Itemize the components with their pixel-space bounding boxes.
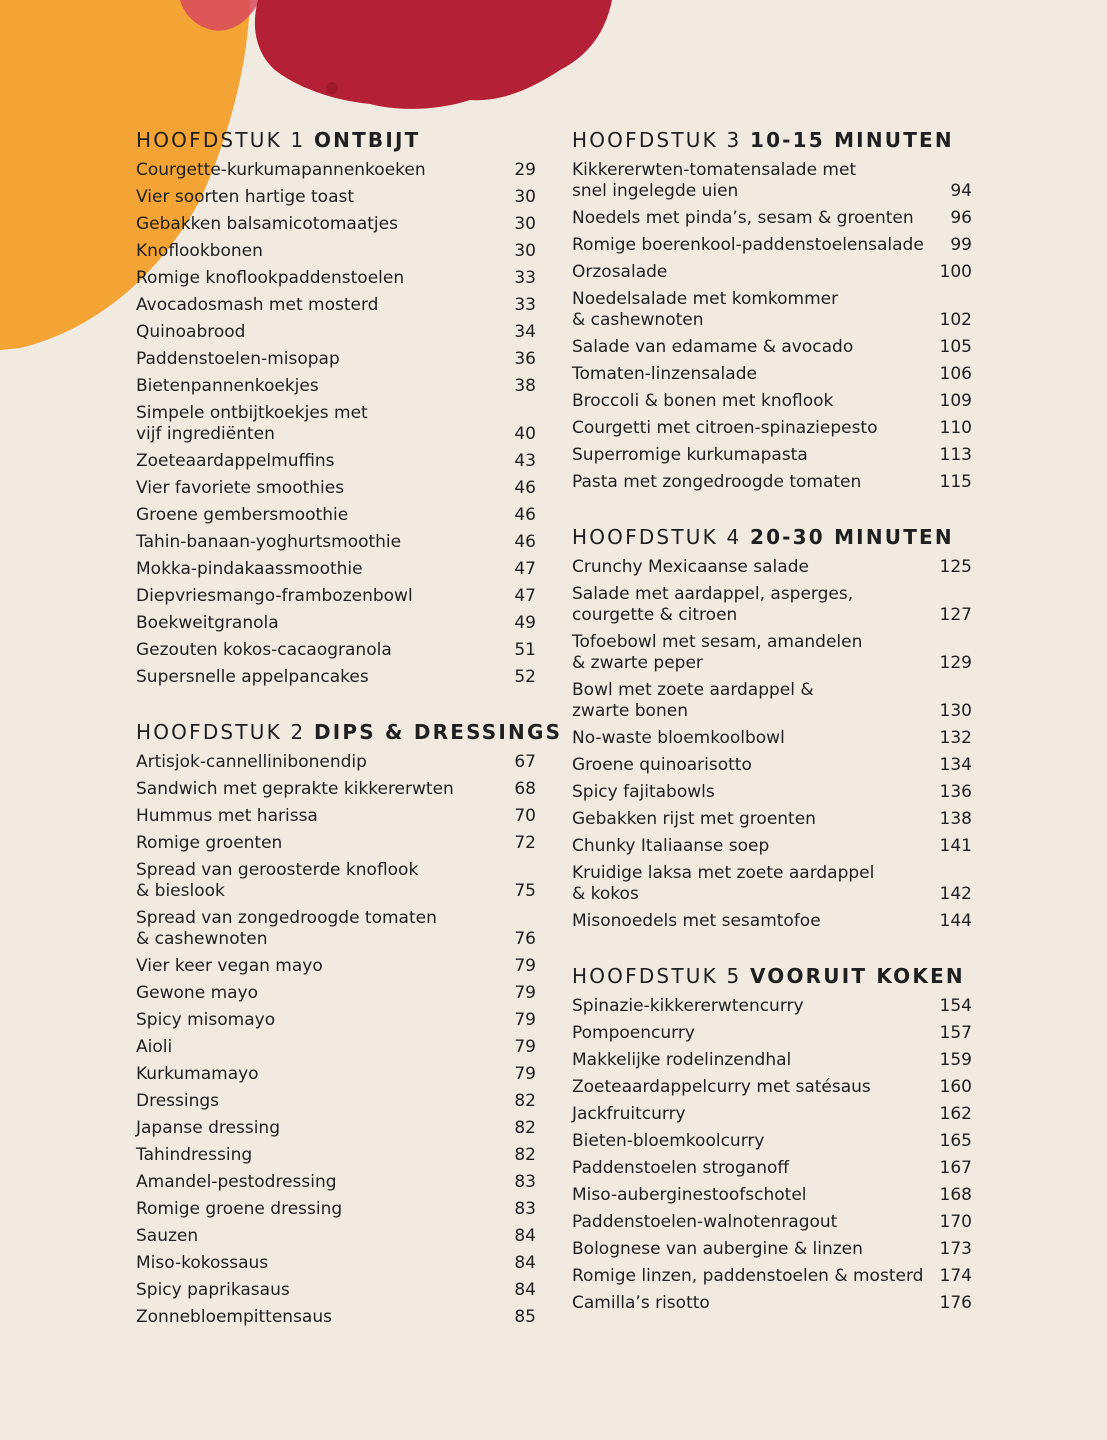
toc-entry[interactable]	[572, 289, 972, 331]
chapter-title	[572, 962, 972, 990]
entry-title: Spinazie-kikkererwtencurry	[572, 996, 804, 1016]
entry-title: Gebakken rijst met groenten	[572, 809, 816, 829]
chapter-4	[572, 523, 972, 932]
toc-entry[interactable]	[136, 532, 536, 553]
entry-title: Broccoli & bonen met knoflook	[572, 391, 834, 411]
toc-entry[interactable]	[136, 1145, 536, 1166]
entry-title: Dressings	[136, 1091, 220, 1111]
toc-entry[interactable]	[136, 349, 536, 370]
toc-entry[interactable]	[136, 752, 536, 773]
entry-title: Bietenpannenkoekjes	[136, 376, 319, 396]
entry-page-number: 136	[939, 782, 972, 802]
entry-page-number: 46	[514, 505, 536, 525]
entry-page-number: 30	[514, 214, 536, 234]
toc-entry[interactable]	[572, 557, 972, 578]
entry-page-number: 109	[939, 391, 972, 411]
toc-entry[interactable]	[136, 1199, 536, 1220]
toc-entry[interactable]	[572, 337, 972, 358]
entry-page-number: 75	[514, 881, 536, 901]
toc-entry[interactable]	[572, 1050, 972, 1071]
entry-page-number: 142	[939, 884, 972, 904]
entry-title: Avocadosmash met mosterd	[136, 295, 379, 315]
entry-title: Hummus met harissa	[136, 806, 318, 826]
toc-entry[interactable]	[136, 1172, 536, 1193]
toc-entry[interactable]	[136, 505, 536, 526]
entry-title: Makkelijke rodelinzendhal	[572, 1050, 792, 1070]
entry-page-number: 43	[514, 451, 536, 471]
entry-title: Paddenstoelen stroganoff	[572, 1158, 790, 1178]
chapter-2	[136, 718, 563, 1328]
entry-title: Sandwich met geprakte kikkererwten	[136, 779, 454, 799]
entry-page-number: 157	[939, 1023, 972, 1043]
toc-entry[interactable]	[136, 908, 536, 950]
chapter-prefix: HOOFDSTUK 1	[136, 128, 306, 152]
entry-title: Spicy fajitabowls	[572, 782, 715, 802]
entry-title: Spread van zongedroogde tomaten & cashewnoten	[136, 908, 437, 949]
toc-entry[interactable]	[572, 1077, 972, 1098]
entry-page-number: 105	[939, 337, 972, 357]
entry-title: Noedels met pinda’s, sesam & groenten	[572, 208, 914, 228]
crimson-spot	[326, 82, 338, 94]
entry-title: Spicy paprikasaus	[136, 1280, 290, 1300]
toc-entry[interactable]	[572, 1131, 972, 1152]
entry-title: Kikkererwten-tomatensalade met snel ingelegde uien	[572, 160, 857, 201]
entry-page-number: 84	[514, 1253, 536, 1273]
toc-entry[interactable]	[136, 214, 536, 235]
entry-page-number: 79	[514, 983, 536, 1003]
toc-entry[interactable]	[572, 755, 972, 776]
entry-title: Romige groene dressing	[136, 1199, 343, 1219]
toc-entry[interactable]	[572, 728, 972, 749]
toc-entry[interactable]	[136, 241, 536, 262]
entry-page-number: 176	[939, 1293, 972, 1313]
entry-page-number: 67	[514, 752, 536, 772]
toc-entry[interactable]	[136, 613, 536, 634]
entry-page-number: 38	[514, 376, 536, 396]
toc-entry[interactable]	[572, 1104, 972, 1125]
chapter-3	[572, 126, 972, 493]
chapter-name: VOORUIT KOKEN	[749, 964, 965, 988]
entry-page-number: 125	[939, 557, 972, 577]
entry-page-number: 99	[950, 235, 972, 255]
entry-title: Bowl met zoete aardappel & zwarte bonen	[572, 680, 814, 721]
chapter-name: DIPS & DRESSINGS	[313, 720, 563, 744]
toc-entry[interactable]	[572, 1212, 972, 1233]
toc-entry[interactable]	[572, 836, 972, 857]
entry-title: Simpele ontbijtkoekjes met vijf ingrediënten	[136, 403, 368, 444]
toc-entry[interactable]	[572, 1158, 972, 1179]
entry-page-number: 30	[514, 187, 536, 207]
entry-title: Gezouten kokos-cacaogranola	[136, 640, 392, 660]
entry-page-number: 84	[514, 1226, 536, 1246]
chapter-title	[136, 126, 536, 154]
entry-page-number: 82	[514, 1145, 536, 1165]
entry-title: Mokka-pindakaassmoothie	[136, 559, 363, 579]
entry-page-number: 36	[514, 349, 536, 369]
entry-title: Aioli	[136, 1037, 173, 1057]
chapter-prefix: HOOFDSTUK 5	[572, 964, 742, 988]
entry-page-number: 141	[939, 836, 972, 856]
entry-title: Groene gembersmoothie	[136, 505, 349, 525]
entry-page-number: 79	[514, 1010, 536, 1030]
entry-page-number: 102	[939, 310, 972, 330]
entry-page-number: 134	[939, 755, 972, 775]
entry-title: Tofoebowl met sesam, amandelen & zwarte peper	[572, 632, 863, 673]
toc-entry[interactable]	[136, 667, 536, 688]
entry-page-number: 46	[514, 478, 536, 498]
toc-entry[interactable]	[572, 1185, 972, 1206]
entry-page-number: 79	[514, 1064, 536, 1084]
entry-title: Superromige kurkumapasta	[572, 445, 808, 465]
entry-page-number: 76	[514, 929, 536, 949]
toc-entry[interactable]	[572, 235, 972, 256]
toc-entry[interactable]	[572, 262, 972, 283]
entry-page-number: 47	[514, 559, 536, 579]
entry-page-number: 110	[939, 418, 972, 438]
chapter-name: 10-15 MINUTEN	[749, 128, 954, 152]
entry-title: Romige boerenkool-paddenstoelensalade	[572, 235, 924, 255]
toc-entry[interactable]	[136, 160, 536, 181]
entry-page-number: 72	[514, 833, 536, 853]
entry-title: Zoeteaardappelmuffins	[136, 451, 335, 471]
entry-title: Knoflookbonen	[136, 241, 263, 261]
entry-title: Vier favoriete smoothies	[136, 478, 345, 498]
chapter-prefix: HOOFDSTUK 4	[572, 525, 742, 549]
toc-entry[interactable]	[136, 187, 536, 208]
entry-title: Tahin-banaan-yoghurtsmoothie	[136, 532, 402, 552]
entry-page-number: 100	[939, 262, 972, 282]
entry-page-number: 174	[939, 1266, 972, 1286]
entry-title: Kurkumamayo	[136, 1064, 259, 1084]
toc-entry[interactable]	[136, 376, 536, 397]
toc-entry[interactable]	[572, 472, 972, 493]
entry-title: Tomaten-linzensalade	[572, 364, 757, 384]
entry-page-number: 85	[514, 1307, 536, 1327]
entry-title: Salade met aardappel, asperges, courgette & citroen	[572, 584, 854, 625]
chapter-name: ONTBIJT	[313, 128, 421, 152]
toc-entry[interactable]	[572, 418, 972, 439]
entry-list	[572, 996, 972, 1314]
entry-page-number: 68	[514, 779, 536, 799]
toc-entry[interactable]	[572, 584, 972, 626]
toc-entry[interactable]	[572, 1023, 972, 1044]
crimson-shape	[255, 0, 612, 109]
toc-entry[interactable]	[136, 1010, 536, 1031]
toc-entry[interactable]	[136, 1280, 536, 1301]
toc-entry[interactable]	[136, 268, 536, 289]
entry-title: Pasta met zongedroogde tomaten	[572, 472, 862, 492]
entry-title: Zoeteaardappelcurry met satésaus	[572, 1077, 871, 1097]
toc-entry[interactable]	[136, 1118, 536, 1139]
toc-entry[interactable]	[136, 559, 536, 580]
entry-page-number: 159	[939, 1050, 972, 1070]
entry-title: Courgette-kurkumapannenkoeken	[136, 160, 426, 180]
entry-page-number: 127	[939, 605, 972, 625]
entry-title: Japanse dressing	[136, 1118, 281, 1138]
entry-page-number: 30	[514, 241, 536, 261]
entry-title: Sauzen	[136, 1226, 199, 1246]
entry-page-number: 173	[939, 1239, 972, 1259]
entry-title: Vier keer vegan mayo	[136, 956, 323, 976]
chapter-1	[136, 126, 536, 688]
entry-list	[136, 752, 536, 1328]
entry-title: Jackfruitcurry	[572, 1104, 686, 1124]
toc-entry[interactable]	[572, 863, 972, 905]
entry-page-number: 33	[514, 268, 536, 288]
entry-list	[572, 557, 972, 932]
toc-entry[interactable]	[136, 860, 536, 902]
toc-column-left	[136, 126, 563, 1358]
entry-title: Spicy misomayo	[136, 1010, 276, 1030]
entry-title: Groene quinoarisotto	[572, 755, 752, 775]
toc-entry[interactable]	[136, 1226, 536, 1247]
entry-page-number: 47	[514, 586, 536, 606]
toc-entry[interactable]	[136, 640, 536, 661]
chapter-title	[572, 523, 972, 551]
toc-entry[interactable]	[136, 295, 536, 316]
toc-entry[interactable]	[136, 403, 536, 445]
entry-page-number: 29	[514, 160, 536, 180]
toc-entry[interactable]	[136, 983, 536, 1004]
toc-entry[interactable]	[136, 779, 536, 800]
entry-title: Supersnelle appelpancakes	[136, 667, 369, 687]
toc-entry[interactable]	[572, 632, 972, 674]
entry-page-number: 94	[950, 181, 972, 201]
entry-page-number: 165	[939, 1131, 972, 1151]
entry-page-number: 115	[939, 472, 972, 492]
entry-title: Artisjok-cannellinibonendip	[136, 752, 367, 772]
entry-page-number: 138	[939, 809, 972, 829]
toc-entry[interactable]	[572, 782, 972, 803]
toc-entry[interactable]	[572, 1293, 972, 1314]
toc-entry[interactable]	[572, 1239, 972, 1260]
toc-entry[interactable]	[136, 478, 536, 499]
toc-entry[interactable]	[572, 445, 972, 466]
entry-page-number: 129	[939, 653, 972, 673]
entry-page-number: 83	[514, 1199, 536, 1219]
entry-page-number: 49	[514, 613, 536, 633]
entry-page-number: 130	[939, 701, 972, 721]
entry-page-number: 79	[514, 956, 536, 976]
entry-page-number: 170	[939, 1212, 972, 1232]
chapter-prefix: HOOFDSTUK 2	[136, 720, 306, 744]
entry-title: Paddenstoelen-walnotenragout	[572, 1212, 838, 1232]
toc-entry[interactable]	[572, 160, 972, 202]
entry-list	[572, 160, 972, 493]
entry-page-number: 82	[514, 1091, 536, 1111]
entry-title: Crunchy Mexicaanse salade	[572, 557, 809, 577]
toc-entry[interactable]	[136, 1307, 536, 1328]
entry-title: Romige knoflookpaddenstoelen	[136, 268, 405, 288]
entry-title: Pompoencurry	[572, 1023, 695, 1043]
entry-page-number: 33	[514, 295, 536, 315]
entry-title: Camilla’s risotto	[572, 1293, 710, 1313]
entry-title: Romige groenten	[136, 833, 283, 853]
entry-title: Quinoabrood	[136, 322, 246, 342]
entry-page-number: 34	[514, 322, 536, 342]
entry-title: Kruidige laksa met zoete aardappel & kokos	[572, 863, 875, 904]
entry-page-number: 106	[939, 364, 972, 384]
entry-page-number: 160	[939, 1077, 972, 1097]
entry-title: Spread van geroosterde knoflook & bieslook	[136, 860, 419, 901]
toc-entry[interactable]	[572, 911, 972, 932]
entry-page-number: 84	[514, 1280, 536, 1300]
entry-title: Bieten-bloemkoolcurry	[572, 1131, 765, 1151]
entry-title: Bolognese van aubergine & linzen	[572, 1239, 863, 1259]
entry-page-number: 70	[514, 806, 536, 826]
chapter-title	[572, 126, 972, 154]
entry-page-number: 82	[514, 1118, 536, 1138]
entry-title: Vier soorten hartige toast	[136, 187, 355, 207]
toc-entry[interactable]	[136, 1064, 536, 1085]
toc-entry[interactable]	[572, 1266, 972, 1287]
entry-title: Misonoedels met sesamtofoe	[572, 911, 821, 931]
entry-title: No-waste bloemkoolbowl	[572, 728, 785, 748]
entry-page-number: 154	[939, 996, 972, 1016]
entry-title: Zonnebloempittensaus	[136, 1307, 332, 1327]
entry-title: Courgetti met citroen-spinaziepesto	[572, 418, 878, 438]
entry-title: Amandel-pestodressing	[136, 1172, 337, 1192]
chapter-name: 20-30 MINUTEN	[749, 525, 954, 549]
toc-entry[interactable]	[136, 1253, 536, 1274]
entry-page-number: 167	[939, 1158, 972, 1178]
chapter-title	[136, 718, 563, 746]
toc-entry[interactable]	[136, 956, 536, 977]
entry-page-number: 168	[939, 1185, 972, 1205]
chapter-prefix: HOOFDSTUK 3	[572, 128, 742, 152]
entry-title: Noedelsalade met komkommer & cashewnoten	[572, 289, 839, 330]
toc-entry[interactable]	[136, 806, 536, 827]
entry-title: Romige linzen, paddenstoelen & mosterd	[572, 1266, 924, 1286]
entry-title: Tahindressing	[136, 1145, 253, 1165]
toc-entry[interactable]	[136, 586, 536, 607]
toc-column-right	[572, 126, 972, 1344]
entry-page-number: 132	[939, 728, 972, 748]
toc-entry[interactable]	[136, 1037, 536, 1058]
entry-page-number: 113	[939, 445, 972, 465]
entry-title: Salade van edamame & avocado	[572, 337, 854, 357]
entry-page-number: 144	[939, 911, 972, 931]
toc-entry[interactable]	[136, 833, 536, 854]
entry-title: Miso-kokossaus	[136, 1253, 269, 1273]
entry-page-number: 162	[939, 1104, 972, 1124]
toc-entry[interactable]	[572, 809, 972, 830]
chapter-5	[572, 962, 972, 1314]
entry-page-number: 52	[514, 667, 536, 687]
entry-list	[136, 160, 536, 688]
entry-page-number: 40	[514, 424, 536, 444]
toc-entry[interactable]	[572, 391, 972, 412]
entry-page-number: 46	[514, 532, 536, 552]
entry-page-number: 83	[514, 1172, 536, 1192]
entry-page-number: 96	[950, 208, 972, 228]
toc-entry[interactable]	[572, 364, 972, 385]
entry-title: Boekweitgranola	[136, 613, 279, 633]
toc-entry[interactable]	[572, 996, 972, 1017]
entry-title: Miso-auberginestoofschotel	[572, 1185, 807, 1205]
entry-title: Gewone mayo	[136, 983, 259, 1003]
entry-title: Paddenstoelen-misopap	[136, 349, 340, 369]
toc-entry[interactable]	[136, 1091, 536, 1112]
entry-title: Gebakken balsamicotomaatjes	[136, 214, 398, 234]
toc-entry[interactable]	[136, 451, 536, 472]
toc-entry[interactable]	[572, 680, 972, 722]
entry-title: Orzosalade	[572, 262, 668, 282]
entry-title: Diepvriesmango-frambozenbowl	[136, 586, 413, 606]
toc-entry[interactable]	[572, 208, 972, 229]
toc-entry[interactable]	[136, 322, 536, 343]
entry-page-number: 51	[514, 640, 536, 660]
entry-page-number: 79	[514, 1037, 536, 1057]
entry-title: Chunky Italiaanse soep	[572, 836, 770, 856]
